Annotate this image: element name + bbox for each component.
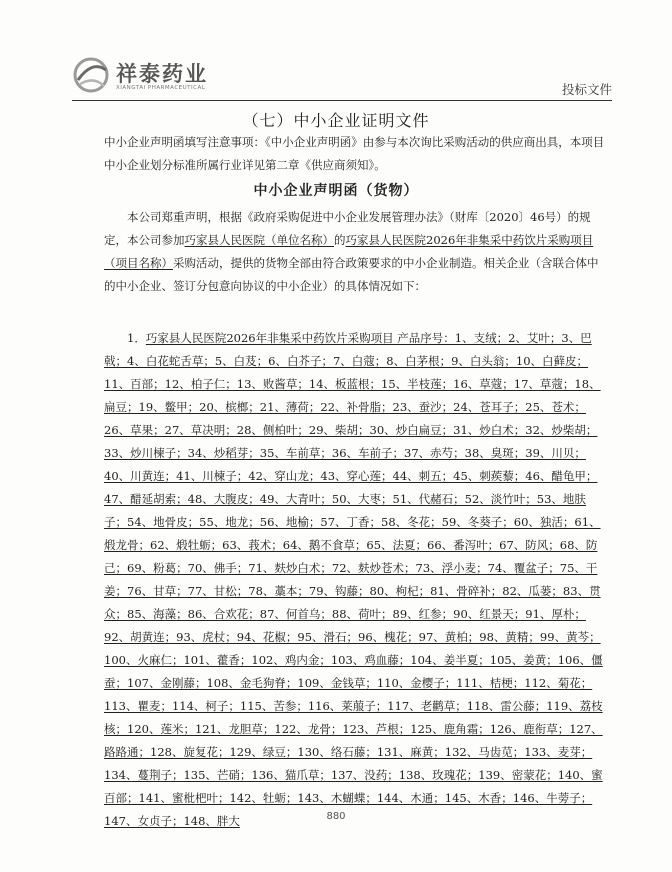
purchaser-name: 巧家县人民医院（单位名称） [184, 233, 334, 247]
header-divider [72, 100, 612, 101]
product-list [104, 327, 608, 833]
project-name: 巧家县人民医院2026年非集采中药饮片采购项目（项目名称） [104, 233, 594, 270]
page-number: 880 [326, 811, 346, 822]
logo-subtext: XIANGTAI PHARMACEUTICAL [116, 85, 206, 91]
declaration-text-b: 的 [334, 233, 346, 247]
form-title: 中小企业声明函（货物） [253, 183, 419, 199]
section-title: （七）中小企业证明文件 [242, 111, 430, 130]
declaration-text-a: 本公司郑重声明，根据《政府采购促进中小企业发展管理办法》（财库〔2020〕46号）的规定，本公司参加 [104, 210, 591, 247]
declaration-paragraph [104, 206, 608, 298]
list-number: 1． [127, 331, 146, 345]
logo-text: 祥泰药业 [116, 62, 208, 86]
fill-instructions: 中小企业声明函填写注意事项：《中小企业声明函》由参与本次询比采购活动的供应商出具，本项目中小企业划分标准所属行业详见第二章《供应商须知》。 [104, 135, 605, 172]
document-type-label: 投标文件 [561, 82, 612, 97]
product-list-text: 巧家县人民医院2026年非集采中药饮片采购项目 产品序号：1、支绒；2、艾叶；3、巴戟；4、白花蛇舌草；5、白芨；6、白芥子；7、白蔻；8、白茅根；9、白头翁；10、白藓皮；11、百部；12、柏子仁；13、败酱草；14、板蓝根；15、半枝莲；16、草蔻；17、草蔻；18、扁豆；19、鳖甲；20、槟榔；21、薄荷；22、补骨脂；23、蚕沙；24、苍耳子；25、苍术；26、草果；27、草决明；28、侧柏叶；29、柴胡；30、炒白扁豆；31、炒白术；32、炒柴胡；33、炒川楝子；34、炒稻芽；35、车前草；36、车前子；37、赤芍；38、臭斑；39、川贝；40、川黄连；41、川楝子；42、穿山龙；43、穿心莲；44、刺五；45、刺蒺藜；46、醋龟甲；47、醋延胡索；48、大腹皮；49、大青叶；50、大枣；51、代赭石；52、淡竹叶；53、地肤子；54、地骨皮；55、地龙；56、地榆；57、丁香；58、冬花；59、冬葵子；60、独活；61、煅龙骨；62、煅牡蛎；63、莪术；64、鹅不食草；65、法夏；66、番泻叶；67、防风；68、防己；69、粉葛；70、佛手；71、麸炒白术；72、麸炒苍术；73、浮小麦；74、覆盆子；75、干姜；76、甘草；77、甘松；78、藁本；79、钩藤；80、枸杞；81、骨碎补；82、瓜蒌；83、贯众；85、海藻；86、合欢花；87、何首乌；88、荷叶；89、红参；90、红景天；91、厚朴；92、胡黄连；93、虎杖；94、花椒；95、滑石；96、槐花；97、黄柏；98、黄精；99、黄芩；100、火麻仁；101、藿香；102、鸡内金；103、鸡血藤；104、姜半夏；105、姜黄；106、僵蚕；107、金刚藤；108、金毛狗脊；109、金钱草；110、金樱子；111、桔梗；112、菊花；113、瞿麦；114、柯子；115、苦参；116、莱菔子；117、老鹳草；118、雷公藤；119、荔枝核；120、莲米；121、龙胆草；122、龙骨；123、芦根；125、鹿角霜；126、鹿衔草；127、路路通；128、旋复花；129、绿豆；130、络石藤；131、麻黄；132、马齿苋；133、麦芽；134、蔓荆子；135、芒硝；136、猫爪草；137、没药；138、玫瑰花；139、密蒙花；140、蜜百部；141、蜜枇杷叶；142、牡蛎；143、木蝴蝶；144、木通；145、木香；146、牛蒡子；147、女贞子；148、胖大 [104, 331, 603, 828]
company-logo [72, 56, 222, 96]
declaration-text-c: 采购活动，提供的货物全部由符合政策要求的中小企业制造。相关企业（含联合体中的中小企业、签订分包意向协议的中小企业）的具体情况如下： [104, 256, 599, 293]
logo-swirl-icon [72, 56, 112, 94]
